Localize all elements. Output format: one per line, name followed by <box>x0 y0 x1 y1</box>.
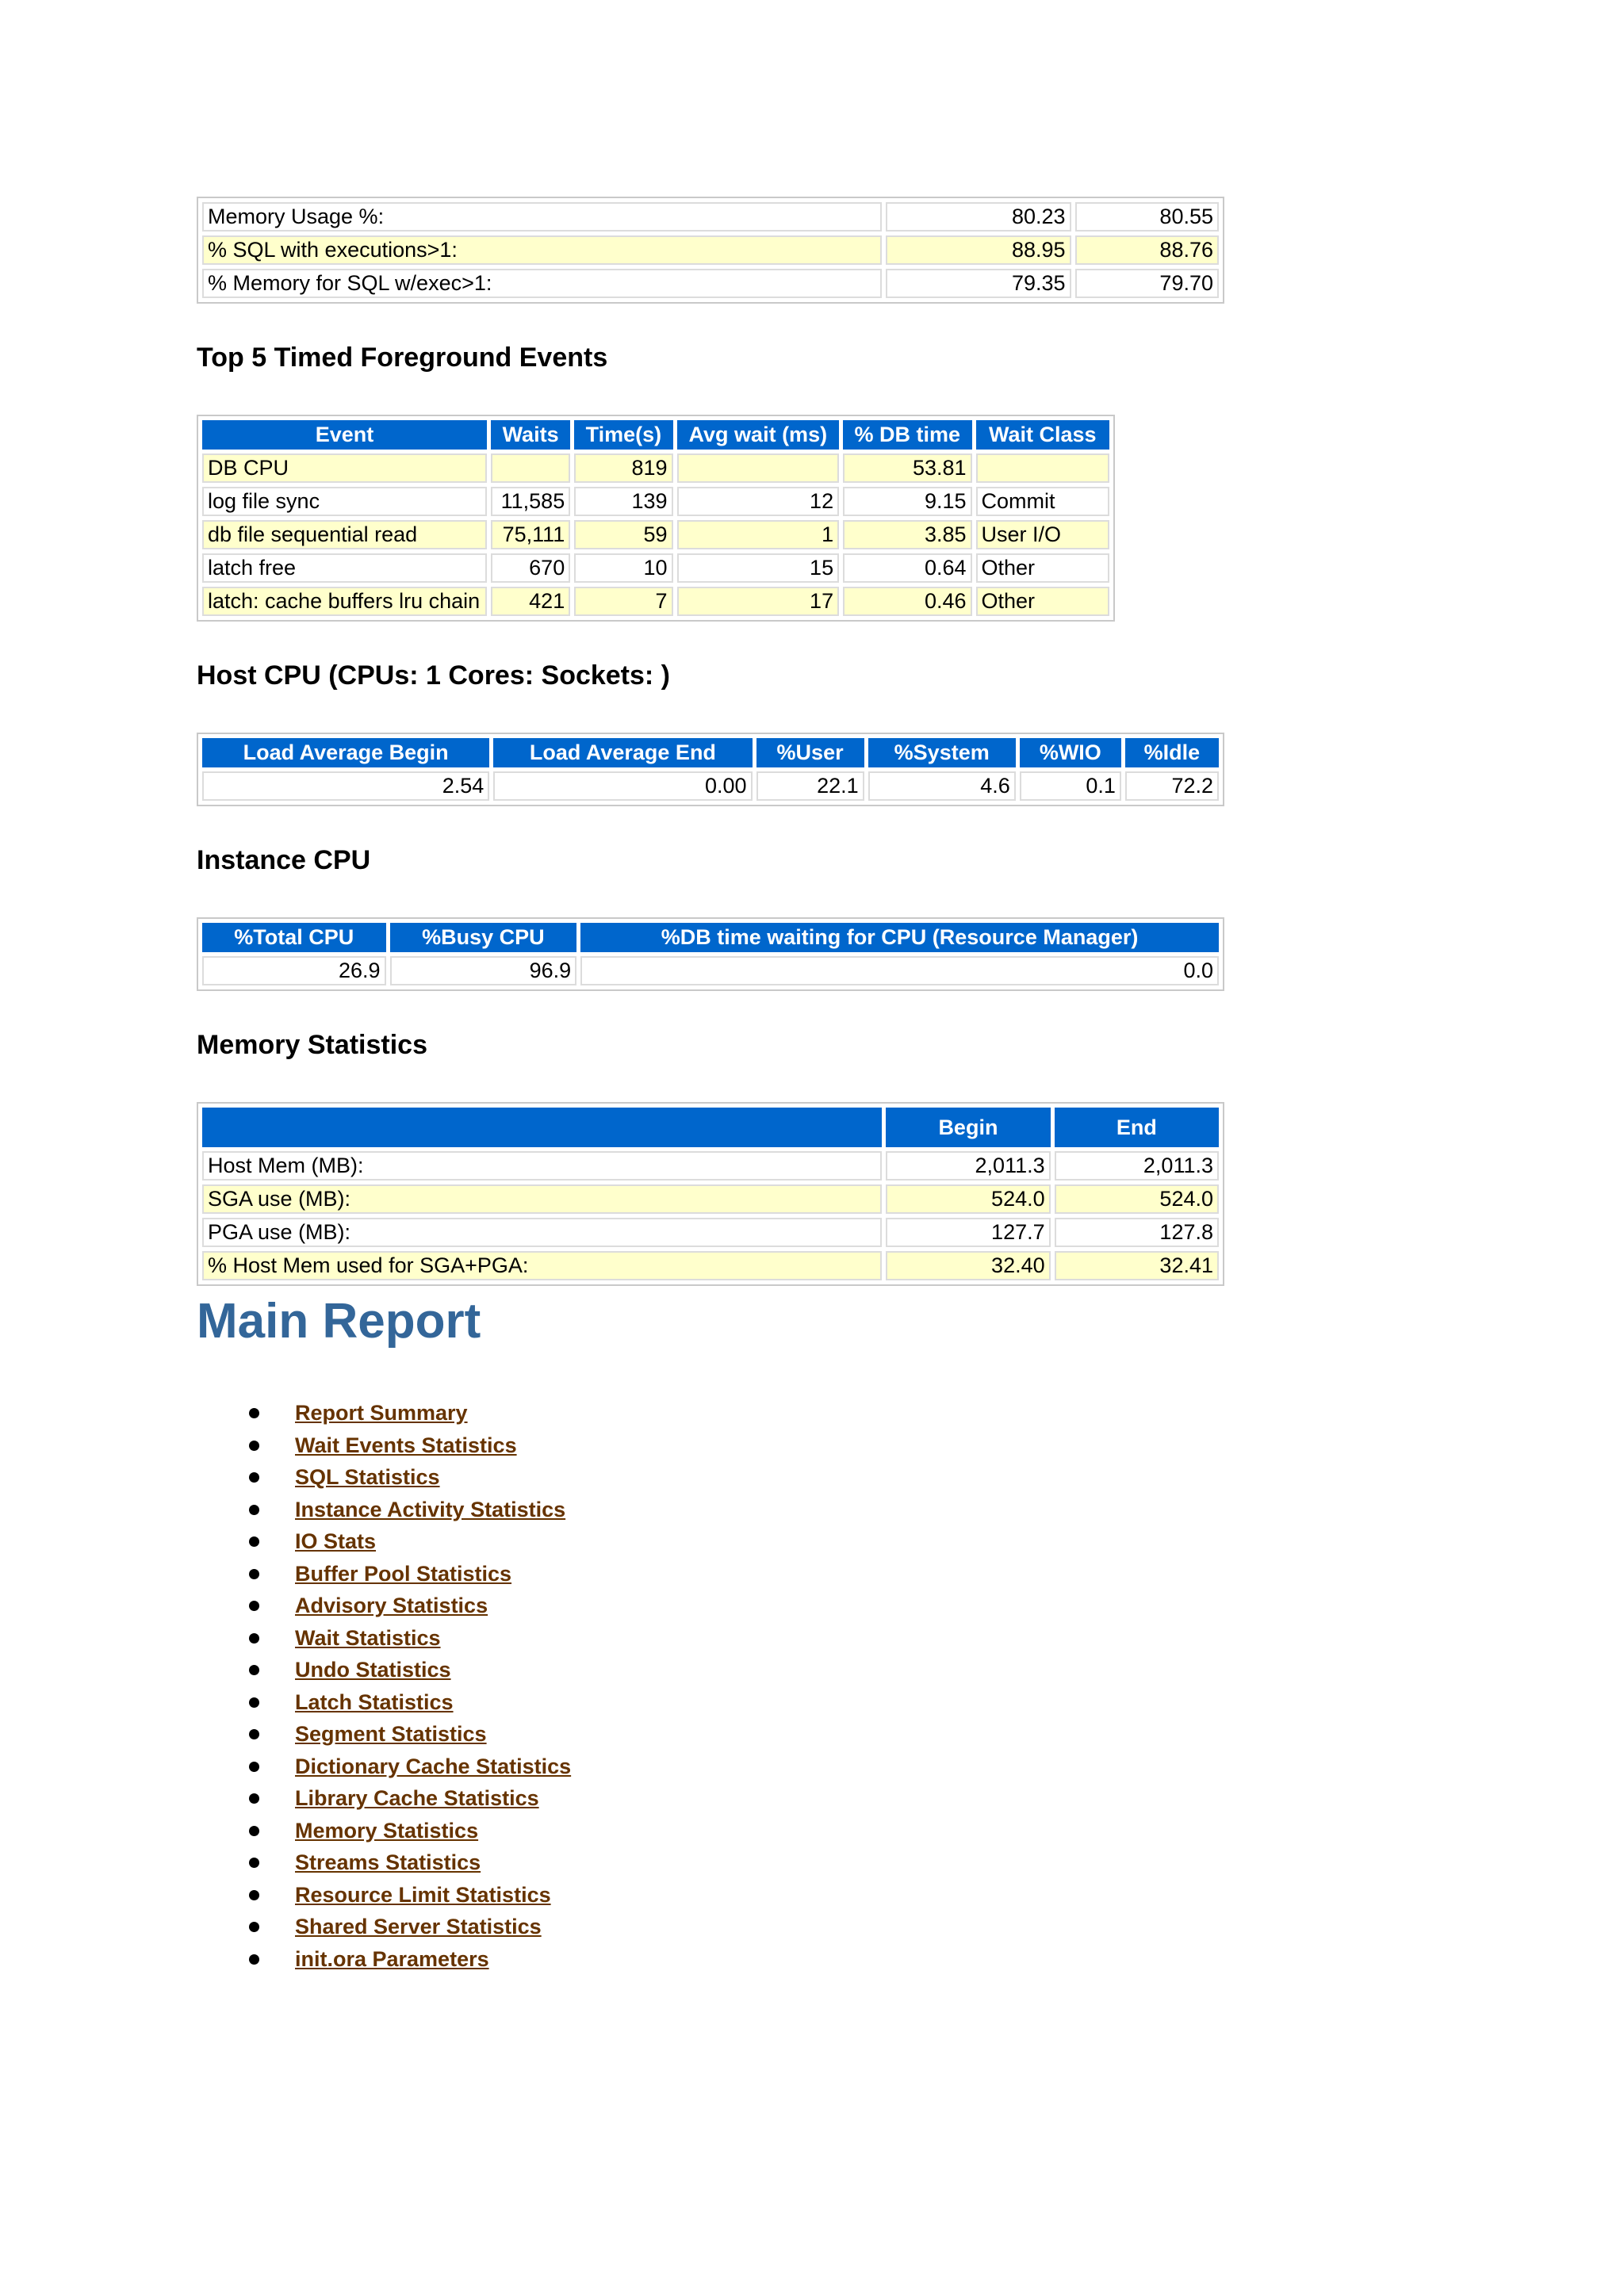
link-resource-limit-statistics[interactable]: Resource Limit Statistics <box>295 1882 551 1907</box>
bullet-icon <box>249 1697 259 1708</box>
bullet-icon <box>249 1408 259 1418</box>
bullet-icon <box>249 1729 259 1739</box>
list-item <box>197 1461 1228 1494</box>
main-report-link-list <box>197 1397 1228 1975</box>
begin-value: 88.95 <box>886 235 1071 265</box>
column-header[interactable]: Time(s) <box>574 420 672 450</box>
pct-system: 4.6 <box>868 771 1016 801</box>
list-item <box>197 1622 1228 1655</box>
list-item <box>197 1846 1228 1879</box>
list-item <box>197 1525 1228 1558</box>
column-header[interactable]: Waits <box>491 420 570 450</box>
bullet-icon <box>249 1762 259 1772</box>
pct-wio: 0.1 <box>1020 771 1121 801</box>
end-value: 32.41 <box>1055 1251 1219 1280</box>
column-header[interactable]: %User <box>756 738 864 767</box>
table-row <box>202 587 1109 616</box>
column-header[interactable]: Load Average End <box>493 738 752 767</box>
wait-class: User I/O <box>976 520 1109 549</box>
table-row <box>202 202 1219 232</box>
pct-total-cpu: 26.9 <box>202 956 386 985</box>
column-header[interactable]: %Total CPU <box>202 923 386 952</box>
host-cpu-table <box>197 733 1224 806</box>
memory-usage-table <box>197 197 1224 304</box>
list-item <box>197 1654 1228 1686</box>
waits: 11,585 <box>491 487 570 516</box>
column-header[interactable]: %DB time waiting for CPU (Resource Manager) <box>580 923 1219 952</box>
link-sql-statistics[interactable]: SQL Statistics <box>295 1465 440 1489</box>
begin-value: 79.35 <box>886 269 1071 298</box>
column-header[interactable]: %WIO <box>1020 738 1121 767</box>
bullet-icon <box>249 1858 259 1868</box>
list-item <box>197 1558 1228 1590</box>
time-s: 139 <box>574 487 672 516</box>
table-header-row <box>202 420 1109 450</box>
waits: 421 <box>491 587 570 616</box>
link-wait-events-statistics[interactable]: Wait Events Statistics <box>295 1433 517 1457</box>
avg-wait <box>677 453 840 483</box>
column-header <box>202 1108 882 1147</box>
instance-cpu-table <box>197 917 1224 991</box>
bullet-icon <box>249 1441 259 1451</box>
link-shared-server-statistics[interactable]: Shared Server Statistics <box>295 1915 542 1938</box>
column-header[interactable]: %System <box>868 738 1016 767</box>
pct-db-time-waiting: 0.0 <box>580 956 1219 985</box>
list-item <box>197 1718 1228 1751</box>
table-row <box>202 520 1109 549</box>
bullet-icon <box>249 1922 259 1932</box>
list-item <box>197 1943 1228 1976</box>
begin-value: 32.40 <box>886 1251 1050 1280</box>
list-item <box>197 1815 1228 1847</box>
bullet-icon <box>249 1890 259 1900</box>
row-label: % Memory for SQL w/exec>1: <box>202 269 882 298</box>
event-name: db file sequential read <box>202 520 487 549</box>
begin-value: 524.0 <box>886 1184 1050 1214</box>
link-init-ora-parameters[interactable]: init.ora Parameters <box>295 1946 489 1971</box>
list-item <box>197 1429 1228 1462</box>
row-label: Memory Usage %: <box>202 202 882 232</box>
table-row <box>202 235 1219 265</box>
bullet-icon <box>249 1601 259 1611</box>
column-header[interactable]: % DB time <box>843 420 971 450</box>
bullet-icon <box>249 1954 259 1965</box>
link-streams-statistics[interactable]: Streams Statistics <box>295 1850 481 1874</box>
bullet-icon <box>249 1536 259 1547</box>
row-label: SGA use (MB): <box>202 1184 882 1214</box>
row-label: PGA use (MB): <box>202 1218 882 1247</box>
link-instance-activity-statistics[interactable]: Instance Activity Statistics <box>295 1497 566 1521</box>
link-wait-statistics[interactable]: Wait Statistics <box>295 1625 441 1650</box>
end-value: 79.70 <box>1075 269 1219 298</box>
waits <box>491 453 570 483</box>
table-row <box>202 1151 1219 1181</box>
section-title-memory-stats: Memory Statistics <box>197 1030 427 1060</box>
row-label: % Host Mem used for SGA+PGA: <box>202 1251 882 1280</box>
end-value: 88.76 <box>1075 235 1219 265</box>
load-avg-end: 0.00 <box>493 771 752 801</box>
column-header[interactable]: %Busy CPU <box>390 923 577 952</box>
link-advisory-statistics[interactable]: Advisory Statistics <box>295 1594 488 1617</box>
table-row <box>202 553 1109 583</box>
link-latch-statistics[interactable]: Latch Statistics <box>295 1689 454 1714</box>
bullet-icon <box>249 1569 259 1579</box>
avg-wait: 1 <box>677 520 840 549</box>
event-name: DB CPU <box>202 453 487 483</box>
wait-class: Commit <box>976 487 1109 516</box>
table-row <box>202 1218 1219 1247</box>
pct-busy-cpu: 96.9 <box>390 956 577 985</box>
column-header[interactable]: Avg wait (ms) <box>677 420 840 450</box>
table-row <box>202 956 1219 985</box>
table-header-row <box>202 738 1219 767</box>
pct-user: 22.1 <box>756 771 864 801</box>
row-label: % SQL with executions>1: <box>202 235 882 265</box>
bullet-icon <box>249 1472 259 1483</box>
db-time-pct: 0.64 <box>843 553 971 583</box>
waits: 670 <box>491 553 570 583</box>
db-time-pct: 53.81 <box>843 453 971 483</box>
bullet-icon <box>249 1633 259 1644</box>
list-item <box>197 1879 1228 1911</box>
db-time-pct: 9.15 <box>843 487 971 516</box>
wait-class: Other <box>976 587 1109 616</box>
main-report-title: Main Report <box>197 1294 481 1349</box>
bullet-icon <box>249 1505 259 1515</box>
link-dictionary-cache-statistics[interactable]: Dictionary Cache Statistics <box>295 1754 572 1778</box>
load-avg-begin: 2.54 <box>202 771 489 801</box>
time-s: 59 <box>574 520 672 549</box>
bullet-icon <box>249 1793 259 1804</box>
section-title-host-cpu: Host CPU (CPUs: 1 Cores: Sockets: ) <box>197 660 671 691</box>
column-header[interactable]: Load Average Begin <box>202 738 489 767</box>
table-header-row <box>202 1108 1219 1147</box>
end-value: 2,011.3 <box>1055 1151 1219 1181</box>
link-undo-statistics[interactable]: Undo Statistics <box>295 1658 451 1682</box>
table-header-row <box>202 923 1219 952</box>
list-item <box>197 1590 1228 1622</box>
column-header[interactable]: %Idle <box>1125 738 1219 767</box>
avg-wait: 17 <box>677 587 840 616</box>
begin-value: 2,011.3 <box>886 1151 1050 1181</box>
db-time-pct: 3.85 <box>843 520 971 549</box>
column-header[interactable]: Begin <box>886 1108 1050 1147</box>
link-library-cache-statistics[interactable]: Library Cache Statistics <box>295 1786 539 1810</box>
list-item <box>197 1751 1228 1783</box>
table-row <box>202 269 1219 298</box>
link-memory-statistics[interactable]: Memory Statistics <box>295 1818 479 1843</box>
link-segment-statistics[interactable]: Segment Statistics <box>295 1722 487 1746</box>
section-title-instance-cpu: Instance CPU <box>197 845 371 875</box>
time-s: 819 <box>574 453 672 483</box>
row-label: Host Mem (MB): <box>202 1151 882 1181</box>
wait-class: Other <box>976 553 1109 583</box>
list-item <box>197 1494 1228 1526</box>
column-header[interactable]: Event <box>202 420 487 450</box>
table-row <box>202 487 1109 516</box>
link-report-summary[interactable]: Report Summary <box>295 1401 468 1425</box>
wait-class <box>976 453 1109 483</box>
begin-value: 80.23 <box>886 202 1071 232</box>
bullet-icon <box>249 1826 259 1836</box>
table-row <box>202 1184 1219 1214</box>
link-buffer-pool-statistics[interactable]: Buffer Pool Statistics <box>295 1561 512 1586</box>
end-value: 127.8 <box>1055 1218 1219 1247</box>
table-row <box>202 1251 1219 1280</box>
top5-events-table <box>197 415 1115 622</box>
memory-stats-table <box>197 1102 1224 1286</box>
column-header[interactable]: Wait Class <box>976 420 1109 450</box>
bullet-icon <box>249 1665 259 1675</box>
list-item <box>197 1686 1228 1719</box>
list-item <box>197 1397 1228 1429</box>
report-page <box>197 197 1228 1975</box>
avg-wait: 12 <box>677 487 840 516</box>
time-s: 7 <box>574 587 672 616</box>
event-name: latch free <box>202 553 487 583</box>
column-header[interactable]: End <box>1055 1108 1219 1147</box>
list-item <box>197 1911 1228 1943</box>
end-value: 80.55 <box>1075 202 1219 232</box>
event-name: latch: cache buffers lru chain <box>202 587 487 616</box>
avg-wait: 15 <box>677 553 840 583</box>
begin-value: 127.7 <box>886 1218 1050 1247</box>
table-row <box>202 771 1219 801</box>
event-name: log file sync <box>202 487 487 516</box>
waits: 75,111 <box>491 520 570 549</box>
table-row <box>202 453 1109 483</box>
db-time-pct: 0.46 <box>843 587 971 616</box>
time-s: 10 <box>574 553 672 583</box>
list-item <box>197 1782 1228 1815</box>
section-title-top5: Top 5 Timed Foreground Events <box>197 342 608 373</box>
end-value: 524.0 <box>1055 1184 1219 1214</box>
pct-idle: 72.2 <box>1125 771 1219 801</box>
link-io-stats[interactable]: IO Stats <box>295 1529 377 1553</box>
